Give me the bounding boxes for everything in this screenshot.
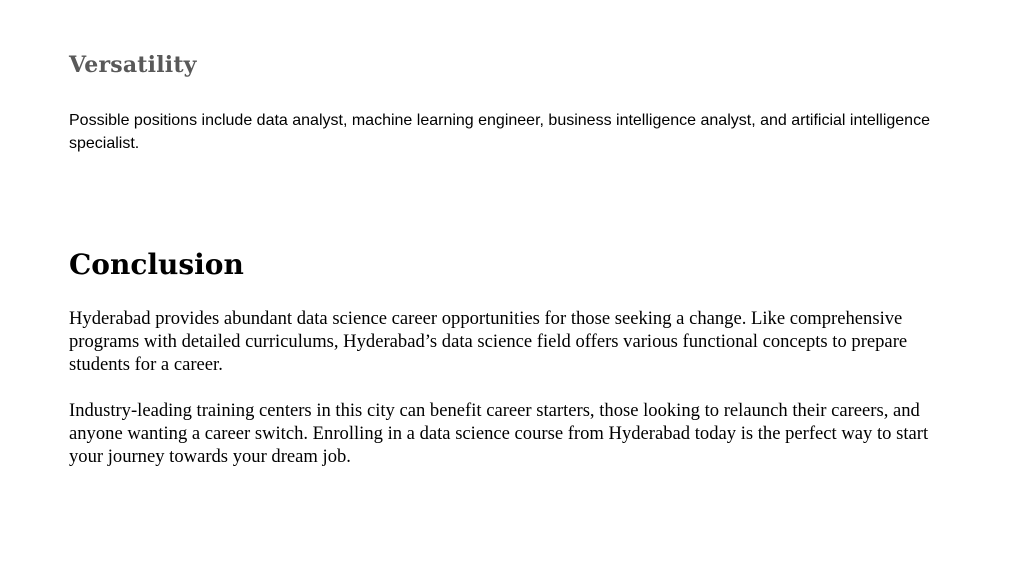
versatility-body: Possible positions include data analyst, machine learning engineer, business intelligence analyst, and artificial intelligence specialist. xyxy=(69,112,930,152)
conclusion-paragraph-1: Hyderabad provides abundant data science career opportunities for those seeking a change. Like comprehensive programs with detailed curriculums, Hyderabad’s data science field offers various functional concepts to prepare students for a career. xyxy=(69,308,908,375)
conclusion-heading: Conclusion xyxy=(69,248,244,281)
versatility-heading: Versatility xyxy=(69,52,197,78)
conclusion-paragraph-2: Industry-leading training centers in this city can benefit career starters, those looking to relaunch their careers, and anyone wanting a career switch. Enrolling in a data science course from Hyderabad today is the perfect way to start your journey towards your dream job. xyxy=(69,400,929,467)
